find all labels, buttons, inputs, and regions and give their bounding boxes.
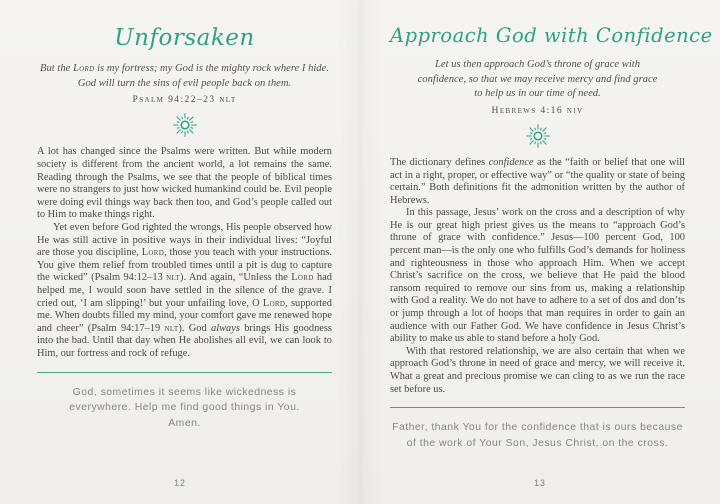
right-page (360, 0, 720, 504)
prayer-text: Father, thank You for the confidence that is ours because of the work of Your Son, Jesus Christ, on the cross. (392, 422, 683, 449)
prayer-text: God, sometimes it seems like wickedness is everywhere. Help me find good things in You. Amen. (69, 386, 300, 429)
body-paragraph: The dictionary defines confidence as the “faith or belief that one will act in a right, proper, or effective way” or “the quality or state of being certain.” Both definitions fit the admonition written by the author of Hebrews. (390, 156, 686, 206)
divider-rule (390, 407, 685, 408)
devotional-body (37, 146, 332, 360)
chapter-title: Unforsaken (114, 25, 255, 51)
devotional-body (390, 157, 685, 396)
page-number: 12 (174, 478, 186, 488)
chapter-title: Approach God with Confidence (390, 24, 713, 47)
sunburst-icon (37, 110, 332, 140)
page-number: 13 (534, 478, 546, 488)
sunburst-icon (390, 121, 685, 151)
epigraph-verse: But the Lord is my fortress; my God is the mighty rock where I hide. God will turn the sins of evil people back on them. (40, 63, 329, 89)
scripture-reference: Hebrews 4:16 niv (491, 104, 584, 116)
body-paragraph: Yet even before God righted the wrongs, His people observed how He was still active in positive ways in their individual lives: “Joyful are those you discipline, Lord, those you teach with your instructions. You give them relief from troubled times until a pit is dug to capture the wicked” (Psalm 94:12–13 nlt). And again, “Unless the Lord had helped me, I would soon have settled in the silence of the grave. I cried out, ‘I am slipping!’ but your unfailing love, O Lord, supported me. When doubts filled my mind, your comfort gave me renewed hope and cheer” (Psalm 94:17–19 nlt). God always brings His goodness into the bad. Until that day when He abolishes all evil, we can look to Him, our fortress and rock of refuge. (37, 222, 332, 359)
epigraph-verse: Let us then approach God’s throne of grace with confidence, so that we may receive mercy and find grace to help us in our time of need. (417, 59, 658, 100)
body-paragraph: A lot has changed since the Psalms were written. But while modern society is different from the ancient world, a lot remains the same. Reading through the Psalms, we see that the people of biblical times were no strangers to just how wicked humankind could be. Evil people were doing evil things way back then too, and God’s people called out to Him to make things right. (37, 146, 332, 221)
right-page-content (360, 0, 720, 504)
body-paragraph: In this passage, Jesus’ work on the cross and a description of why He is our great high priest gives us the means to “approach God’s throne of grace with confidence.” Jesus—100 percent God, 100 percent man—is the only one who fulfills God’s demands for holiness and righteousness in those who approach Him. When we accept Christ’s sacrifice on the cross, we believe that He paid the blood ransom required to remove our sins from us, making a relationship with God a reality. We do not have to adhere to a set of dos and don’ts or jump through a lot of hoops that man requires in order to gain an audience with our Father God. We have confidence in Jesus Christ’s ability to make us able to stand before a holy God. (390, 207, 685, 345)
body-paragraph: With that restored relationship, we are also certain that when we approach God’s throne in need of grace and mercy, we will receive it. What a great and precious promise we can cling to as we run the race set before us. (390, 345, 685, 395)
divider-rule (37, 372, 332, 373)
scripture-reference: Psalm 94:22–23 nlt (132, 94, 237, 106)
